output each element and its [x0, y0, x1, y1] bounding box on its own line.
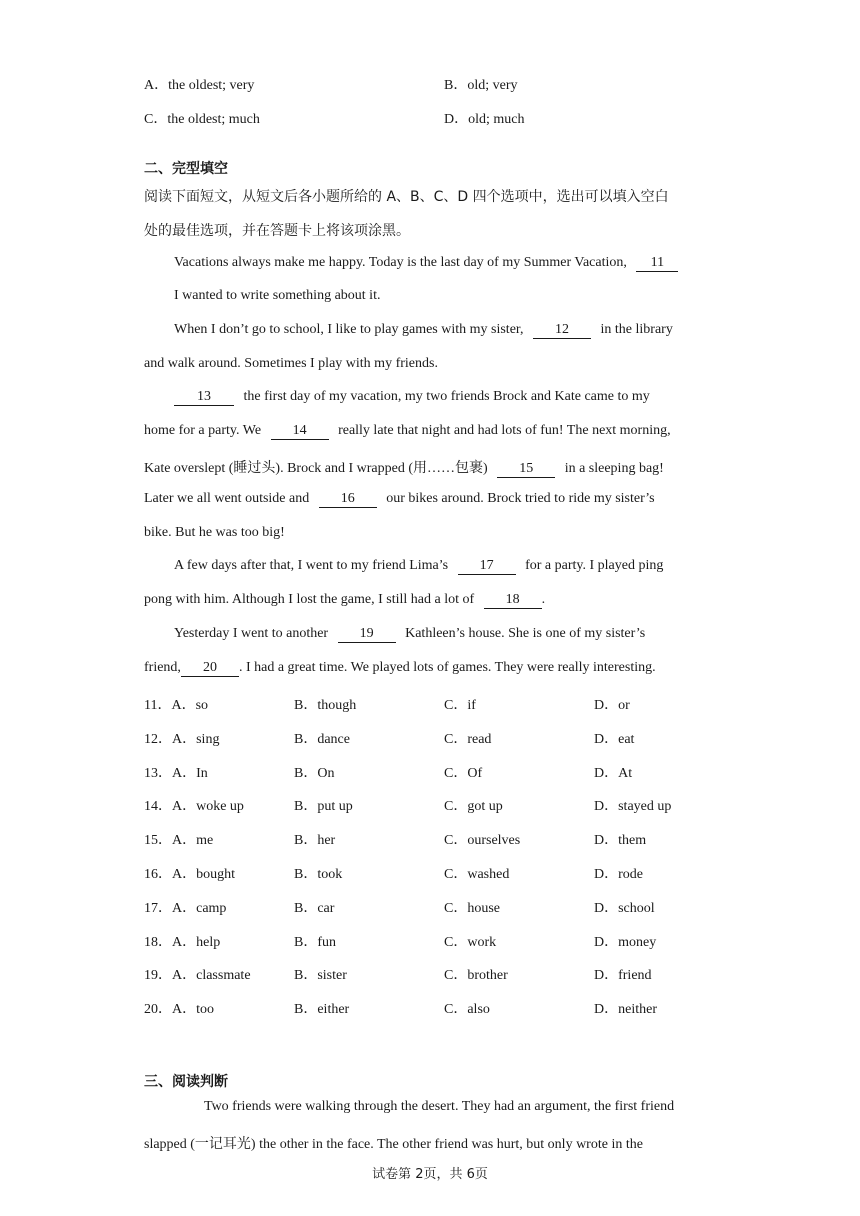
- option-c: C．Of: [444, 766, 483, 781]
- passage-text: really late that night and had lots of fun! The next morning,: [338, 423, 671, 438]
- passage-text: in the library: [600, 322, 673, 337]
- passage-line: [174, 389, 650, 406]
- option-b: B．fun: [294, 935, 336, 950]
- passage-line: [144, 592, 545, 609]
- option-row-number: [144, 964, 251, 984]
- blank-20: 20: [181, 660, 239, 677]
- option-d: D．or: [594, 698, 630, 713]
- question-number: 13．: [144, 766, 172, 781]
- option-c: C．work: [444, 935, 497, 950]
- question-number: 16．: [144, 867, 172, 882]
- passage-text: our bikes around. Brock tried to ride my sister’s: [386, 491, 655, 506]
- option-b: B．either: [294, 1002, 350, 1017]
- question-number: 14．: [144, 799, 172, 814]
- option-d: D．friend: [594, 968, 652, 983]
- option-b: B．put up: [294, 799, 353, 814]
- option-row-number: [144, 795, 244, 815]
- passage-line: and walk around. Sometimes I play with my friends.: [144, 356, 438, 371]
- option-row-number: [144, 998, 214, 1018]
- section3-line2: slapped (一记耳光) the other in the face. The other friend was hurt, but only wrote in the: [144, 1137, 643, 1152]
- passage-text: in a sleeping bag!: [564, 461, 664, 476]
- passage-text: Yesterday I went to another: [174, 626, 329, 641]
- blank-15: 15: [497, 461, 555, 478]
- blank-18: 18: [484, 592, 542, 609]
- passage-line: [144, 423, 671, 440]
- blank-14: 14: [271, 423, 329, 440]
- page-footer: 试卷第 2页，共 6页: [372, 1167, 488, 1182]
- option-a: A．sing: [172, 732, 220, 747]
- question-number: 11．: [144, 698, 172, 713]
- passage-line: I wanted to write something about it.: [174, 288, 381, 303]
- option-b: B．On: [294, 766, 335, 781]
- option-a: A．too: [172, 1002, 214, 1017]
- section3-line1: Two friends were walking through the desert. They had an argument, the first friend: [204, 1099, 675, 1114]
- option-c: C．ourselves: [444, 833, 521, 848]
- option-row-number: [144, 829, 213, 849]
- passage-text: Vacations always make me happy. Today is the last day of my Summer Vacation,: [174, 255, 627, 270]
- passage-line: [144, 491, 655, 508]
- passage-text: Later we all went outside and: [144, 491, 310, 506]
- section2-title: 二、完型填空: [144, 161, 228, 177]
- option-row-number: [144, 728, 219, 748]
- passage-text: the first day of my vacation, my two friends Brock and Kate came to my: [243, 389, 650, 404]
- option-b: B．dance: [294, 732, 350, 747]
- question-number: 19．: [144, 968, 172, 983]
- option-a: A．help: [172, 935, 221, 950]
- question-number: 17．: [144, 901, 172, 916]
- passage-line: [144, 660, 656, 677]
- option-d: D．stayed up: [594, 799, 672, 814]
- option-c: C．got up: [444, 799, 503, 814]
- option-c: C．house: [444, 901, 500, 916]
- blank-16: 16: [319, 491, 377, 508]
- blank-11: 11: [636, 255, 678, 272]
- option-row-number: [144, 694, 208, 714]
- q10-option-a: A．the oldest; very: [144, 78, 255, 93]
- passage-text: pong with him. Although I lost the game, I still had a lot of: [144, 592, 475, 607]
- passage-line: [174, 558, 663, 575]
- option-c: C．also: [444, 1002, 490, 1017]
- option-d: D．neither: [594, 1002, 657, 1017]
- option-d: D．eat: [594, 732, 635, 747]
- passage-text: A few days after that, I went to my friend Lima’s: [174, 558, 449, 573]
- option-b: B．car: [294, 901, 335, 916]
- option-a: A．In: [172, 766, 208, 781]
- option-b: B．sister: [294, 968, 347, 983]
- q10-option-d: D．old; much: [444, 112, 525, 127]
- passage-line: [174, 322, 673, 339]
- option-a: A．camp: [172, 901, 227, 916]
- question-number: 15．: [144, 833, 172, 848]
- question-number: 12．: [144, 732, 172, 747]
- passage-text: Kate overslept (睡过头). Brock and I wrapped (用……包裹): [144, 461, 488, 476]
- option-row-number: [144, 931, 220, 951]
- q10-option-c: C．the oldest; much: [144, 112, 260, 127]
- option-c: C．washed: [444, 867, 510, 882]
- blank-17: 17: [458, 558, 516, 575]
- passage-line: [174, 255, 678, 272]
- section2-instruction-line2: 处的最佳选项，并在答题卡上将该项涂黑。: [144, 223, 410, 239]
- passage-text: .: [541, 592, 546, 607]
- option-d: D．rode: [594, 867, 643, 882]
- option-c: C．if: [444, 698, 476, 713]
- section2-instruction-line1: 阅读下面短文，从短文后各小题所给的 A、B、C、D 四个选项中，选出可以填入空白: [144, 189, 669, 205]
- option-row-number: [144, 762, 208, 782]
- option-d: D．At: [594, 766, 633, 781]
- option-a: A．bought: [172, 867, 235, 882]
- option-row-number: [144, 897, 226, 917]
- option-a: A．so: [171, 698, 209, 713]
- option-a: A．me: [172, 833, 214, 848]
- blank-19: 19: [338, 626, 396, 643]
- blank-13: 13: [174, 389, 234, 406]
- option-row-number: [144, 863, 235, 883]
- option-c: C．brother: [444, 968, 508, 983]
- passage-line: [144, 457, 664, 478]
- q10-option-b: B．old; very: [444, 78, 518, 93]
- option-a: A．woke up: [172, 799, 244, 814]
- option-c: C．read: [444, 732, 492, 747]
- option-d: D．school: [594, 901, 655, 916]
- question-number: 18．: [144, 935, 172, 950]
- question-number: 20．: [144, 1002, 172, 1017]
- passage-text: When I don’t go to school, I like to play games with my sister,: [174, 322, 524, 337]
- passage-text: friend,: [144, 660, 181, 675]
- option-b: B．though: [294, 698, 357, 713]
- passage-line: [174, 626, 645, 643]
- blank-12: 12: [533, 322, 591, 339]
- passage-text: for a party. I played ping: [525, 558, 664, 573]
- option-b: B．took: [294, 867, 343, 882]
- section3-title: 三、阅读判断: [144, 1074, 228, 1090]
- option-d: D．them: [594, 833, 647, 848]
- option-d: D．money: [594, 935, 657, 950]
- option-a: A．classmate: [172, 968, 251, 983]
- passage-text: Kathleen’s house. She is one of my sister’s: [405, 626, 646, 641]
- passage-text: . I had a great time. We played lots of games. They were really interesting.: [238, 660, 656, 675]
- passage-text: home for a party. We: [144, 423, 262, 438]
- option-b: B．her: [294, 833, 336, 848]
- passage-line: bike. But he was too big!: [144, 525, 285, 540]
